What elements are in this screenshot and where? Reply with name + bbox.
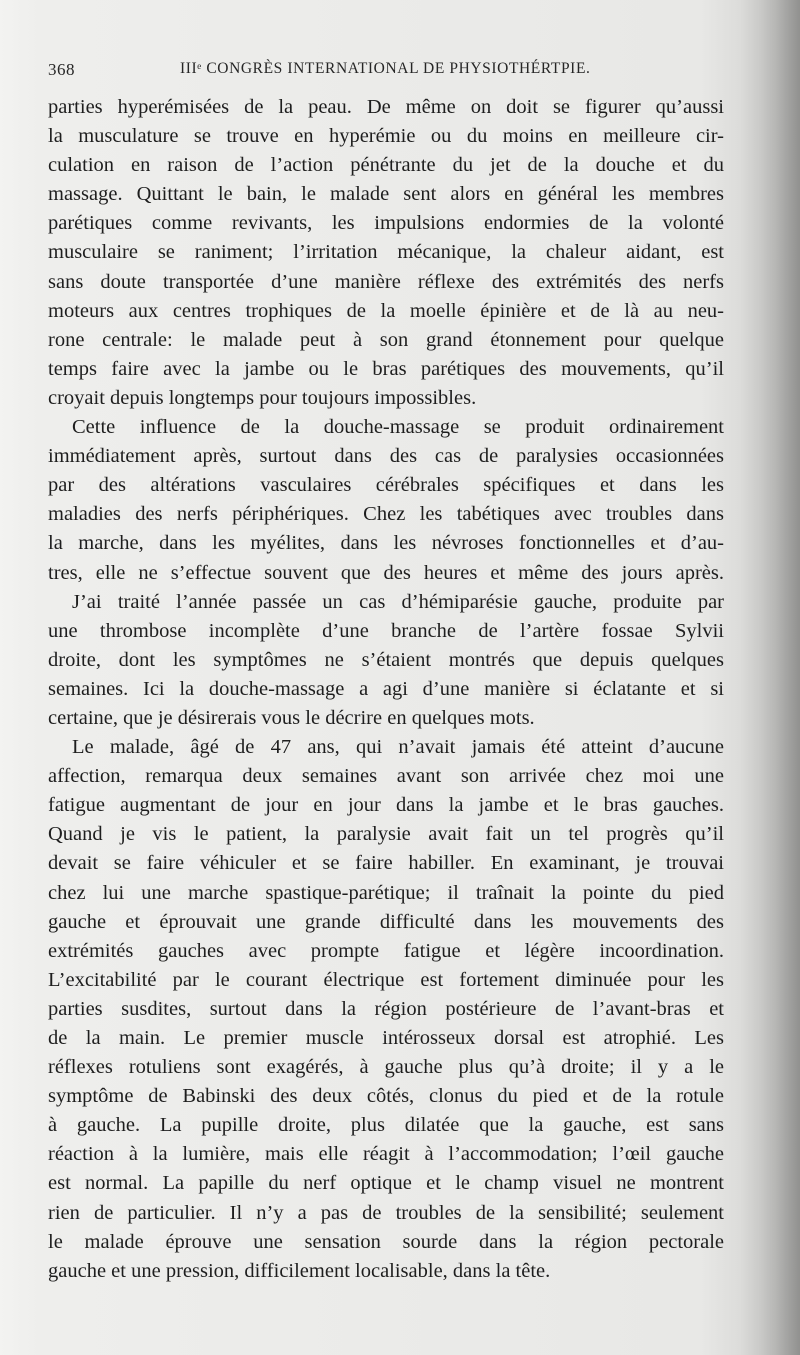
text-line: réaction à la lumière, mais elle réagit à l’accommodation; l’œil gauche (48, 1143, 724, 1166)
running-title: IIIᵉ CONGRÈS INTERNATIONAL DE PHYSIOTHÉRTPIE. (180, 60, 591, 77)
text-line: une thrombose incomplète d’une branche de l’artère fossae Sylvii (48, 619, 724, 642)
text-line: moteurs aux centres trophiques de la moelle épinière et de là au neu- (48, 299, 724, 322)
text-line: Quand je vis le patient, la paralysie avait fait un tel progrès qu’il (48, 823, 724, 846)
text-line: culation en raison de l’action pénétrante du jet de la douche et du (48, 154, 724, 177)
text-line: L’excitabilité par le courant électrique est fortement diminuée pour les (48, 968, 724, 991)
text-line: croyait depuis longtemps pour toujours impossibles. (48, 386, 477, 409)
text-line: affection, remarqua deux semaines avant son arrivée chez moi une (48, 765, 724, 788)
text-line: temps faire avec la jambe ou le bras parétiques des mouvements, qu’il (48, 357, 724, 380)
paragraph (48, 413, 724, 588)
text-line: rien de particulier. Il n’y a pas de troubles de la sensibilité; seulement (48, 1201, 724, 1224)
text-line: réflexes rotuliens sont exagérés, à gauche plus qu’à droite; il y a le (48, 1056, 724, 1079)
running-head (48, 60, 718, 84)
body-text (48, 93, 724, 1286)
text-line: droite, dont les symptômes ne s’étaient montrés que depuis quelques (48, 648, 724, 671)
text-line: parties susdites, surtout dans la région postérieure de l’avant-bras et (48, 997, 724, 1020)
text-line: de la main. Le premier muscle intérosseux dorsal est atrophié. Les (48, 1027, 724, 1049)
text-line: musculaire se raniment; l’irritation mécanique, la chaleur aidant, est (48, 241, 724, 264)
text-line: devait se faire véhiculer et se faire habiller. En examinant, je trouvai (48, 852, 724, 875)
text-line: à gauche. La pupille droite, plus dilatée que la gauche, est sans (48, 1114, 724, 1137)
page-edge-shadow (740, 0, 800, 1355)
text-line: immédiatement après, surtout dans des cas de paralysies occasionnées (48, 445, 724, 468)
text-line: Cette influence de la douche-massage se produit ordinairement (72, 416, 724, 439)
text-line: rone centrale: le malade peut à son grand étonnement pour quelque (48, 328, 724, 351)
text-line: gauche et éprouvait une grande difficulté dans les mouvements des (48, 910, 724, 933)
text-line: par des altérations vasculaires cérébrales spécifiques et dans les (48, 474, 724, 497)
text-line: maladies des nerfs périphériques. Chez les tabétiques avec troubles dans (48, 503, 724, 526)
text-line: parétiques comme revivants, les impulsions endormies de la volonté (48, 212, 724, 235)
text-line: symptôme de Babinski des deux côtés, clonus du pied et de la rotule (48, 1085, 724, 1108)
text-line: chez lui une marche spastique-parétique; il traînait la pointe du pied (48, 881, 724, 904)
paragraph (48, 93, 724, 413)
text-line: la musculature se trouve en hyperémie ou du moins en meilleure cir- (48, 125, 724, 148)
text-line: gauche et une pression, difficilement localisable, dans la tête. (48, 1259, 551, 1282)
text-line: tres, elle ne s’effectue souvent que des heures et même des jours après. (48, 561, 724, 584)
text-line: J’ai traité l’année passée un cas d’hémiparésie gauche, produite par (72, 590, 724, 613)
paragraph (48, 733, 724, 1286)
text-line: sans doute transportée d’une manière réflexe des extrémités des nerfs (48, 270, 724, 293)
text-line: le malade éprouve une sensation sourde dans la région pectorale (48, 1230, 724, 1253)
page-number: 368 (48, 60, 75, 79)
text-line: extrémités gauches avec prompte fatigue et légère incoordination. (48, 939, 724, 962)
text-line: semaines. Ici la douche-massage a agi d’une manière si éclatante et si (48, 677, 724, 700)
text-line: parties hyperémisées de la peau. De même on doit se figurer qu’aussi (48, 96, 724, 118)
text-line: certaine, que je désirerais vous le décrire en quelques mots. (48, 706, 535, 729)
text-line: fatigue augmentant de jour en jour dans la jambe et le bras gauches. (48, 794, 724, 817)
text-line: massage. Quittant le bain, le malade sent alors en général les membres (48, 183, 724, 206)
text-line: la marche, dans les myélites, dans les névroses fonctionnelles et d’au- (48, 532, 724, 555)
text-line: est normal. La papille du nerf optique et le champ visuel ne montrent (48, 1172, 724, 1195)
paragraph (48, 588, 724, 733)
text-line: Le malade, âgé de 47 ans, qui n’avait jamais été atteint d’aucune (72, 736, 724, 759)
